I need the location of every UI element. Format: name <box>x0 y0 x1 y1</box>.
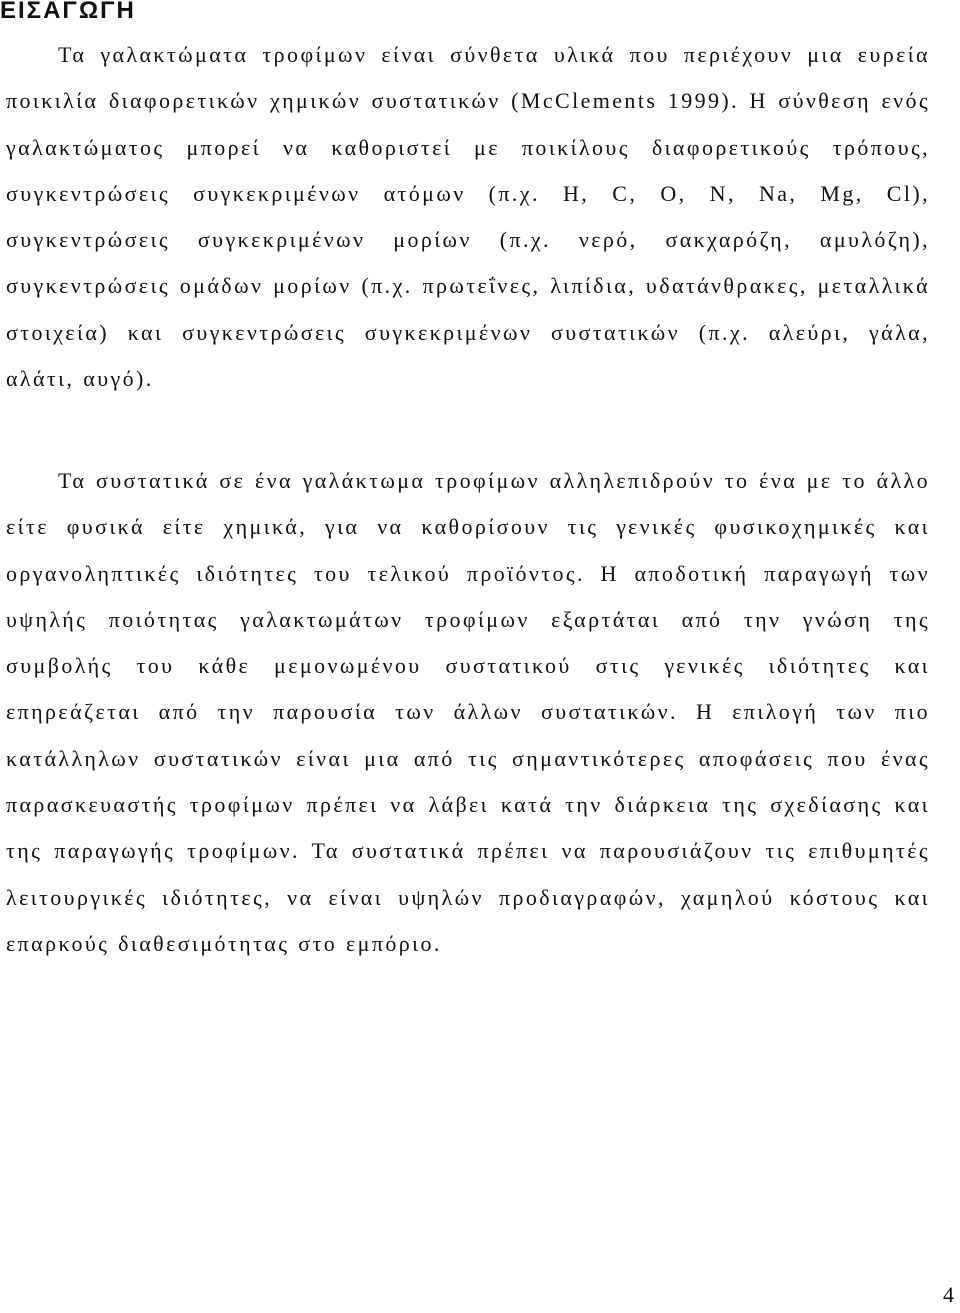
paragraph-2: Τα συστατικά σε ένα γαλάκτωμα τροφίμων αλληλεπιδρούν το ένα με το άλλο είτε φυσικά είτε χημικά, για να καθορίσουν τις γενικές φυσικοχημικές και οργανοληπτικές ιδιότητες του τελικού προϊόντος. Η αποδοτική παραγωγή των υψηλής ποιότητας γαλακτωμάτων τροφίμων εξαρτάται από την γνώση της συμβολής του κάθε μεμονωμένου συστατικού στις γενικές ιδιότητες και επηρεάζεται από την παρουσία των άλλων συστατικών. Η επιλογή των πιο κατάλληλων συστατικών είναι μια από τις σημαντικότερες αποφάσεις που ένας παρασκευαστής τροφίμων πρέπει να λάβει κατά την διάρκεια της σχεδίασης και της παραγωγής τροφίμων. Τα συστατικά πρέπει να παρουσιάζουν τις επιθυμητές λειτουργικές ιδιότητες, να είναι υψηλών προδιαγραφών, χαμηλού κόστους και επαρκούς διαθεσιμότητας στο εμπόριο. <box>6 468 930 956</box>
section-heading: ΕΙΣΑΓΩΓΗ <box>0 0 136 24</box>
page-number: 4 <box>943 1282 954 1307</box>
paragraph-1: Τα γαλακτώματα τροφίμων είναι σύνθετα υλικά που περιέχουν μια ευρεία ποικιλία διαφορετικών χημικών συστατικών (McClements 1999). Η σύνθεση ενός γαλακτώματος μπορεί να καθοριστεί με ποικίλους διαφορετικούς τρόπους, συγκεντρώσεις συγκεκριμένων ατόμων (π.χ. H, C, O, N, Na, Mg, Cl), συγκεντρώσεις συγκεκριμένων μορίων (π.χ. νερό, σακχαρόζη, αμυλόζη), συγκεντρώσεις ομάδων μορίων (π.χ. πρωτεΐνες, λιπίδια, υδατάνθρακες, μεταλλικά στοιχεία) και συγκεντρώσεις συγκεκριμένων συστατικών (π.χ. αλεύρι, γάλα, αλάτι, αυγό). <box>6 42 930 392</box>
